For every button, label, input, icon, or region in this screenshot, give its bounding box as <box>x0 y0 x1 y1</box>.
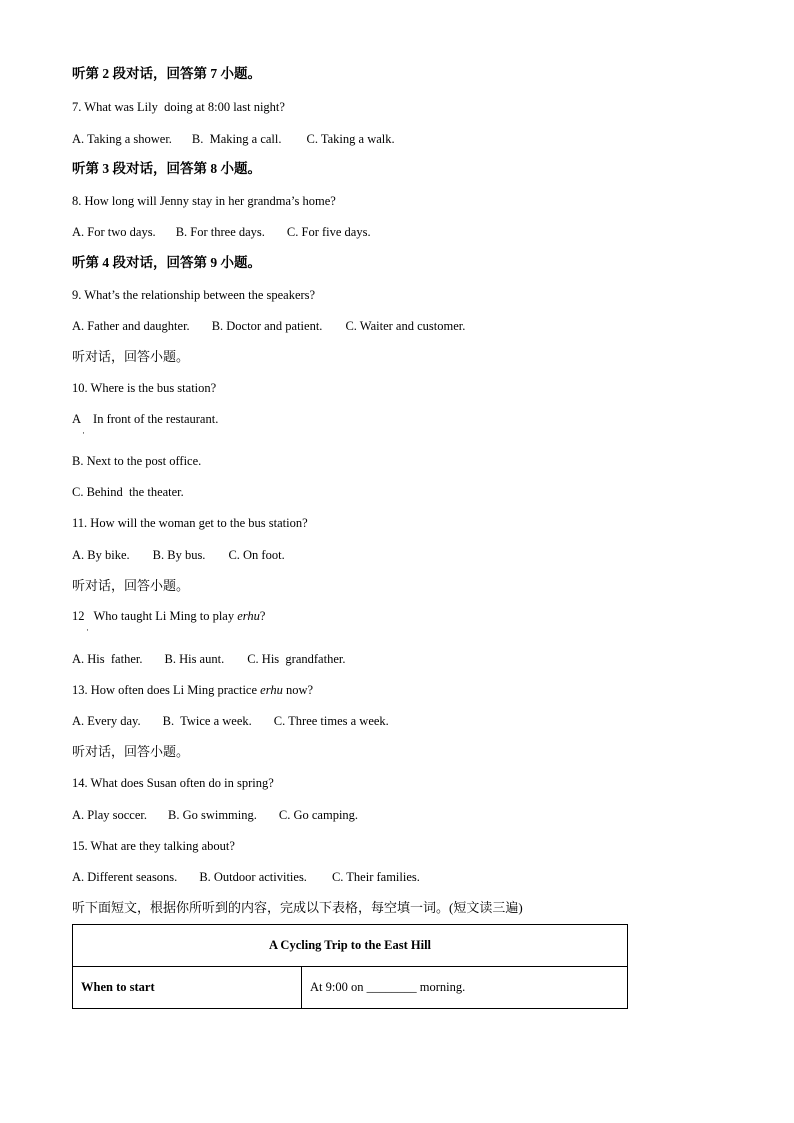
fill-in-table <box>72 924 628 1009</box>
table-row <box>73 967 628 1009</box>
options-14 <box>72 807 358 823</box>
option-c: C. Taking a walk. <box>306 132 395 146</box>
row-value: At 9:00 on ________ morning. <box>302 967 628 1009</box>
question-7: 7. What was Lily doing at 8:00 last night? <box>72 100 285 114</box>
option-a: A. Every day. <box>72 714 141 728</box>
stray-dot: · <box>86 625 89 635</box>
option-a: A. Play soccer. <box>72 808 147 822</box>
section-heading-3: 听第 3 段对话，回答第 8 小题。 <box>72 161 261 176</box>
question-8: 8. How long will Jenny stay in her grandma’s home? <box>72 194 336 208</box>
question-number: 12 <box>72 609 85 623</box>
question-tail: now? <box>282 683 314 697</box>
italic-term: erhu <box>260 683 283 697</box>
options-12 <box>72 651 345 667</box>
option-text: In front of the restaurant. <box>93 412 219 426</box>
options-11 <box>72 547 285 563</box>
italic-term: erhu <box>237 609 260 623</box>
option-c: C. Go camping. <box>278 808 359 822</box>
options-13 <box>72 713 389 729</box>
options-7 <box>72 131 395 147</box>
row-label: When to start <box>73 967 302 1009</box>
question-9: 9. What’s the relationship between the speakers? <box>72 288 316 302</box>
option-b: B. Making a call. <box>191 132 282 146</box>
question-mark: ? <box>259 609 266 623</box>
section-heading-4: 听第 4 段对话，回答第 9 小题。 <box>72 255 261 270</box>
options-9 <box>72 318 465 334</box>
option-b: B. Go swimming. <box>167 808 257 822</box>
option-a: A. Father and daughter. <box>72 319 190 333</box>
question-10: 10. Where is the bus station? <box>72 381 217 395</box>
question-12 <box>72 608 265 624</box>
option-c: C. Waiter and customer. <box>345 319 466 333</box>
question-15: 15. What are they talking about? <box>72 839 235 853</box>
options-15 <box>72 869 420 885</box>
option-b: B. Doctor and patient. <box>211 319 323 333</box>
option-b: B. Outdoor activities. <box>199 870 307 884</box>
option-b: B. For three days. <box>175 225 265 239</box>
option-c: C. Three times a week. <box>273 714 389 728</box>
question-13 <box>72 682 313 698</box>
passage-instruction: 听下面短文，根据你所听到的内容，完成以下表格，每空填一词。(短文读三遍) <box>72 900 523 915</box>
option-a: A. For two days. <box>72 225 156 239</box>
option-c: C. Their families. <box>331 870 420 884</box>
option-10-a <box>72 411 218 427</box>
option-b: B. His aunt. <box>164 652 225 666</box>
option-a: A. Different seasons. <box>72 870 178 884</box>
option-label: A <box>72 412 82 426</box>
table-title-row <box>73 925 628 967</box>
table-title: A Cycling Trip to the East Hill <box>73 925 628 967</box>
question-text: Who taught Li Ming to play <box>93 609 238 623</box>
question-11: 11. How will the woman get to the bus station? <box>72 516 308 530</box>
instruction-heading: 听对话，回答小题。 <box>72 349 190 364</box>
option-c: C. His grandfather. <box>247 652 346 666</box>
options-8 <box>72 224 371 240</box>
instruction-heading: 听对话，回答小题。 <box>72 744 190 759</box>
section-heading-2: 听第 2 段对话，回答第 7 小题。 <box>72 66 261 81</box>
question-14: 14. What does Susan often do in spring? <box>72 776 274 790</box>
option-c: C. For five days. <box>286 225 371 239</box>
option-b: B. By bus. <box>152 548 206 562</box>
stray-dot: · <box>82 428 85 438</box>
option-c: C. On foot. <box>228 548 285 562</box>
option-a: A. His father. <box>72 652 143 666</box>
option-a: A. Taking a shower. <box>72 132 172 146</box>
option-b: B. Twice a week. <box>162 714 252 728</box>
option-a: A. By bike. <box>72 548 130 562</box>
question-text: 13. How often does Li Ming practice <box>72 683 261 697</box>
option-10-b: B. Next to the post office. <box>72 454 202 468</box>
instruction-heading: 听对话，回答小题。 <box>72 578 190 593</box>
option-10-c: C. Behind the theater. <box>72 485 184 499</box>
